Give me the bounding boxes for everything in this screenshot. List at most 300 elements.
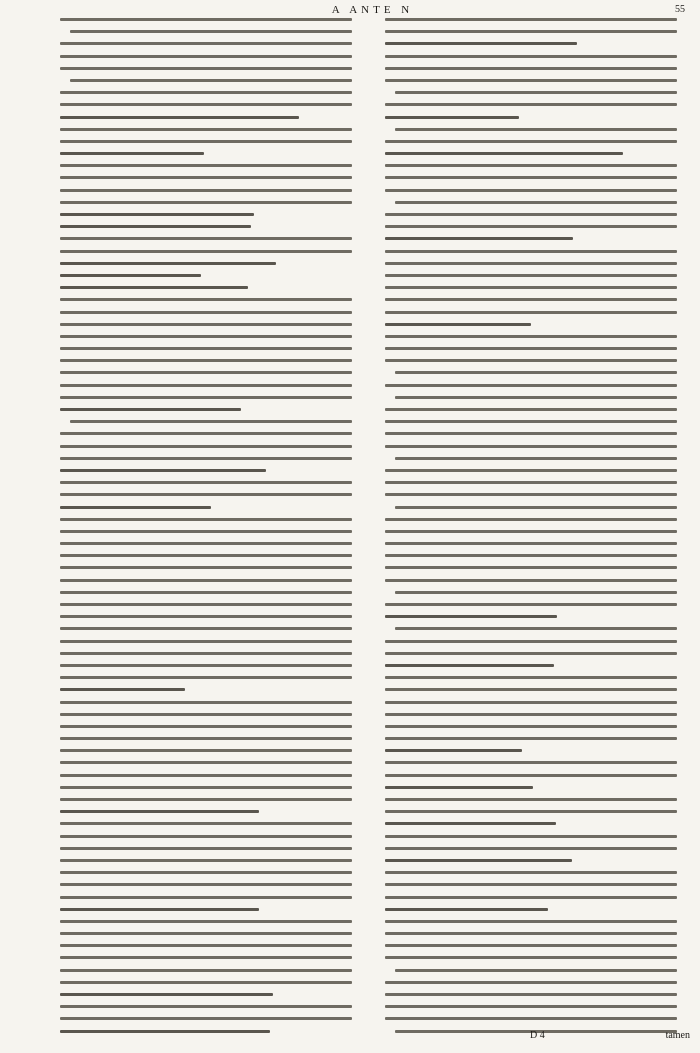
- text-line: [60, 258, 360, 270]
- text-line: [385, 453, 685, 465]
- text-placeholder-bar: [385, 1005, 677, 1008]
- text-placeholder-bar: [60, 652, 352, 655]
- text-placeholder-bar: [60, 530, 352, 533]
- text-placeholder-bar: [60, 761, 352, 764]
- text-line: [385, 916, 685, 928]
- text-placeholder-bar: [60, 18, 352, 21]
- text-line: [385, 319, 685, 331]
- text-line: [60, 75, 360, 87]
- text-placeholder-bar: [385, 116, 519, 119]
- right-text-column: [385, 14, 685, 1038]
- text-line: [60, 270, 360, 282]
- text-line: [60, 721, 360, 733]
- text-line: [60, 745, 360, 757]
- text-line: [385, 843, 685, 855]
- text-placeholder-bar: [60, 116, 299, 119]
- text-line: [385, 757, 685, 769]
- text-placeholder-bar: [60, 749, 352, 752]
- text-placeholder-bar: [60, 713, 352, 716]
- text-line: [385, 538, 685, 550]
- text-line: [385, 1013, 685, 1025]
- text-line: [60, 282, 360, 294]
- text-placeholder-bar: [385, 445, 677, 448]
- text-placeholder-bar: [60, 822, 352, 825]
- text-placeholder-bar: [385, 274, 677, 277]
- text-placeholder-bar: [395, 128, 677, 131]
- text-line: [385, 599, 685, 611]
- text-placeholder-bar: [395, 201, 677, 204]
- text-line: [385, 672, 685, 684]
- text-line: [385, 428, 685, 440]
- text-line: [60, 806, 360, 818]
- text-placeholder-bar: [60, 554, 352, 557]
- text-line: [60, 855, 360, 867]
- text-line: [60, 465, 360, 477]
- text-line: [385, 831, 685, 843]
- text-line: [385, 660, 685, 672]
- text-line: [60, 587, 360, 599]
- text-line: [60, 965, 360, 977]
- text-placeholder-bar: [395, 969, 677, 972]
- text-line: [60, 502, 360, 514]
- text-line: [385, 270, 685, 282]
- text-placeholder-bar: [60, 725, 352, 728]
- text-line: [385, 185, 685, 197]
- text-line: [385, 246, 685, 258]
- text-placeholder-bar: [60, 737, 352, 740]
- left-text-column: [60, 14, 360, 1038]
- text-placeholder-bar: [385, 944, 677, 947]
- text-line: [60, 51, 360, 63]
- text-line: [385, 258, 685, 270]
- text-placeholder-bar: [60, 835, 352, 838]
- text-placeholder-bar: [385, 956, 677, 959]
- signature-mark: D 4: [530, 1030, 545, 1041]
- text-placeholder-bar: [60, 688, 185, 691]
- text-line: [60, 1001, 360, 1013]
- text-placeholder-bar: [385, 883, 677, 886]
- text-line: [60, 112, 360, 124]
- text-line: [60, 26, 360, 38]
- text-placeholder-bar: [395, 371, 677, 374]
- text-line: [385, 38, 685, 50]
- text-placeholder-bar: [385, 566, 677, 569]
- text-placeholder-bar: [60, 566, 352, 569]
- text-placeholder-bar: [385, 896, 677, 899]
- text-placeholder-bar: [60, 55, 352, 58]
- text-placeholder-bar: [60, 993, 273, 996]
- text-placeholder-bar: [385, 993, 677, 996]
- text-placeholder-bar: [60, 298, 352, 301]
- text-line: [385, 940, 685, 952]
- text-line: [60, 977, 360, 989]
- running-head: A ANTE N: [331, 4, 414, 16]
- text-placeholder-bar: [60, 847, 352, 850]
- text-line: [385, 136, 685, 148]
- text-placeholder-bar: [60, 603, 352, 606]
- text-placeholder-bar: [60, 469, 266, 472]
- text-line: [385, 392, 685, 404]
- text-line: [385, 1001, 685, 1013]
- text-placeholder-bar: [385, 335, 677, 338]
- text-line: [60, 733, 360, 745]
- text-line: [385, 160, 685, 172]
- text-placeholder-bar: [385, 103, 677, 106]
- text-line: [60, 794, 360, 806]
- text-line: [60, 246, 360, 258]
- text-line: [60, 160, 360, 172]
- text-placeholder-bar: [60, 213, 254, 216]
- text-placeholder-bar: [60, 445, 352, 448]
- text-placeholder-bar: [385, 749, 522, 752]
- text-placeholder-bar: [385, 67, 677, 70]
- text-placeholder-bar: [385, 55, 677, 58]
- text-line: [385, 380, 685, 392]
- text-line: [385, 709, 685, 721]
- text-line: [385, 63, 685, 75]
- text-line: [60, 770, 360, 782]
- text-placeholder-bar: [385, 176, 677, 179]
- text-line: [60, 928, 360, 940]
- text-line: [60, 343, 360, 355]
- text-line: [60, 441, 360, 453]
- text-placeholder-bar: [385, 530, 677, 533]
- text-placeholder-bar: [60, 67, 352, 70]
- text-placeholder-bar: [385, 652, 677, 655]
- text-line: [60, 623, 360, 635]
- text-line: [385, 794, 685, 806]
- text-placeholder-bar: [60, 481, 352, 484]
- text-placeholder-bar: [385, 250, 677, 253]
- text-placeholder-bar: [60, 676, 352, 679]
- text-line: [60, 136, 360, 148]
- text-placeholder-bar: [60, 493, 352, 496]
- text-placeholder-bar: [60, 956, 352, 959]
- text-placeholder-bar: [385, 420, 677, 423]
- text-placeholder-bar: [385, 323, 531, 326]
- text-line: [385, 867, 685, 879]
- text-line: [385, 697, 685, 709]
- text-placeholder-bar: [385, 579, 677, 582]
- text-placeholder-bar: [395, 91, 677, 94]
- text-placeholder-bar: [60, 908, 259, 911]
- text-line: [60, 38, 360, 50]
- text-line: [385, 855, 685, 867]
- text-placeholder-bar: [385, 30, 677, 33]
- text-line: [60, 148, 360, 160]
- text-line: [60, 477, 360, 489]
- text-placeholder-bar: [70, 420, 352, 423]
- text-placeholder-bar: [60, 798, 352, 801]
- text-line: [385, 818, 685, 830]
- text-line: [385, 465, 685, 477]
- text-line: [60, 514, 360, 526]
- text-placeholder-bar: [385, 871, 677, 874]
- text-placeholder-bar: [385, 810, 677, 813]
- text-line: [385, 87, 685, 99]
- text-placeholder-bar: [60, 506, 211, 509]
- text-line: [60, 209, 360, 221]
- text-placeholder-bar: [395, 506, 677, 509]
- text-placeholder-bar: [385, 920, 677, 923]
- text-line: [60, 124, 360, 136]
- text-line: [385, 623, 685, 635]
- text-placeholder-bar: [385, 822, 556, 825]
- text-placeholder-bar: [385, 518, 677, 521]
- text-line: [385, 965, 685, 977]
- text-line: [385, 233, 685, 245]
- text-placeholder-bar: [60, 359, 352, 362]
- text-line: [60, 697, 360, 709]
- text-placeholder-bar: [60, 883, 352, 886]
- text-placeholder-bar: [60, 176, 352, 179]
- text-line: [60, 1013, 360, 1025]
- text-line: [385, 526, 685, 538]
- text-placeholder-bar: [385, 725, 677, 728]
- text-line: [60, 684, 360, 696]
- text-placeholder-bar: [385, 676, 677, 679]
- text-line: [60, 355, 360, 367]
- text-line: [385, 477, 685, 489]
- text-placeholder-bar: [60, 189, 352, 192]
- text-placeholder-bar: [385, 932, 677, 935]
- text-line: [385, 904, 685, 916]
- text-line: [60, 538, 360, 550]
- text-placeholder-bar: [60, 250, 352, 253]
- text-line: [60, 392, 360, 404]
- text-line: [60, 221, 360, 233]
- text-line: [385, 489, 685, 501]
- text-placeholder-bar: [60, 896, 352, 899]
- text-placeholder-bar: [385, 859, 572, 862]
- text-placeholder-bar: [385, 908, 548, 911]
- text-placeholder-bar: [60, 859, 352, 862]
- text-line: [60, 294, 360, 306]
- text-line: [60, 818, 360, 830]
- text-placeholder-bar: [395, 591, 677, 594]
- text-line: [385, 112, 685, 124]
- text-placeholder-bar: [70, 30, 352, 33]
- text-line: [60, 879, 360, 891]
- text-line: [60, 99, 360, 111]
- text-placeholder-bar: [385, 140, 677, 143]
- text-placeholder-bar: [385, 542, 677, 545]
- text-placeholder-bar: [385, 298, 677, 301]
- text-line: [385, 355, 685, 367]
- text-line: [385, 294, 685, 306]
- text-placeholder-bar: [60, 1030, 270, 1033]
- text-placeholder-bar: [385, 164, 677, 167]
- text-line: [60, 916, 360, 928]
- text-line: [60, 660, 360, 672]
- text-placeholder-bar: [385, 225, 677, 228]
- text-line: [60, 197, 360, 209]
- text-placeholder-bar: [385, 701, 677, 704]
- text-placeholder-bar: [60, 286, 248, 289]
- text-line: [385, 928, 685, 940]
- text-placeholder-bar: [395, 396, 677, 399]
- text-placeholder-bar: [385, 262, 677, 265]
- text-line: [385, 282, 685, 294]
- text-placeholder-bar: [60, 323, 352, 326]
- text-line: [385, 879, 685, 891]
- text-placeholder-bar: [60, 944, 352, 947]
- text-line: [385, 977, 685, 989]
- text-placeholder-bar: [60, 871, 352, 874]
- text-placeholder-bar: [60, 664, 352, 667]
- text-line: [60, 489, 360, 501]
- text-line: [385, 416, 685, 428]
- text-line: [385, 636, 685, 648]
- text-line: [60, 843, 360, 855]
- text-line: [60, 611, 360, 623]
- text-placeholder-bar: [60, 91, 352, 94]
- text-placeholder-bar: [60, 347, 352, 350]
- text-line: [60, 636, 360, 648]
- text-line: [385, 770, 685, 782]
- text-line: [60, 575, 360, 587]
- text-line: [60, 416, 360, 428]
- text-line: [385, 26, 685, 38]
- text-placeholder-bar: [385, 79, 677, 82]
- text-line: [385, 745, 685, 757]
- text-placeholder-bar: [60, 432, 352, 435]
- text-placeholder-bar: [385, 384, 677, 387]
- text-placeholder-bar: [60, 774, 352, 777]
- text-line: [60, 892, 360, 904]
- text-line: [385, 51, 685, 63]
- text-placeholder-bar: [385, 1017, 677, 1020]
- text-line: [60, 831, 360, 843]
- text-placeholder-bar: [60, 384, 352, 387]
- text-placeholder-bar: [60, 274, 201, 277]
- text-placeholder-bar: [60, 457, 352, 460]
- text-line: [385, 343, 685, 355]
- text-line: [60, 672, 360, 684]
- text-placeholder-bar: [395, 627, 677, 630]
- text-line: [60, 867, 360, 879]
- text-placeholder-bar: [385, 664, 554, 667]
- text-line: [385, 782, 685, 794]
- text-line: [60, 233, 360, 245]
- text-line: [60, 1026, 360, 1038]
- text-line: [60, 904, 360, 916]
- text-line: [60, 14, 360, 26]
- text-placeholder-bar: [385, 237, 573, 240]
- text-line: [60, 380, 360, 392]
- text-placeholder-bar: [385, 493, 677, 496]
- text-line: [60, 757, 360, 769]
- text-placeholder-bar: [385, 311, 677, 314]
- text-placeholder-bar: [385, 469, 677, 472]
- text-placeholder-bar: [60, 140, 352, 143]
- text-placeholder-bar: [60, 201, 352, 204]
- text-line: [385, 197, 685, 209]
- text-line: [60, 87, 360, 99]
- text-line: [60, 428, 360, 440]
- text-line: [385, 331, 685, 343]
- text-line: [385, 575, 685, 587]
- text-placeholder-bar: [60, 311, 352, 314]
- text-placeholder-bar: [385, 688, 677, 691]
- text-line: [60, 367, 360, 379]
- text-line: [385, 14, 685, 26]
- text-line: [60, 782, 360, 794]
- text-placeholder-bar: [60, 518, 352, 521]
- text-line: [385, 733, 685, 745]
- text-line: [385, 367, 685, 379]
- text-line: [385, 502, 685, 514]
- text-placeholder-bar: [385, 615, 557, 618]
- text-placeholder-bar: [385, 347, 677, 350]
- text-placeholder-bar: [60, 103, 352, 106]
- text-placeholder-bar: [385, 213, 677, 216]
- text-line: [60, 599, 360, 611]
- text-line: [385, 989, 685, 1001]
- text-placeholder-bar: [385, 847, 677, 850]
- text-line: [385, 806, 685, 818]
- text-placeholder-bar: [385, 408, 677, 411]
- text-line: [385, 952, 685, 964]
- catchword: tamen: [665, 1030, 690, 1041]
- text-placeholder-bar: [60, 262, 276, 265]
- text-placeholder-bar: [60, 810, 259, 813]
- text-placeholder-bar: [385, 481, 677, 484]
- text-placeholder-bar: [60, 371, 352, 374]
- text-line: [385, 441, 685, 453]
- text-placeholder-bar: [385, 152, 623, 155]
- page-footer: [530, 1030, 690, 1044]
- text-placeholder-bar: [385, 737, 677, 740]
- text-line: [60, 550, 360, 562]
- text-placeholder-bar: [60, 42, 352, 45]
- text-placeholder-bar: [60, 920, 352, 923]
- text-line: [60, 989, 360, 1001]
- text-placeholder-bar: [60, 615, 352, 618]
- text-placeholder-bar: [60, 1017, 352, 1020]
- text-placeholder-bar: [395, 457, 677, 460]
- text-placeholder-bar: [60, 408, 241, 411]
- text-placeholder-bar: [60, 640, 352, 643]
- text-line: [385, 550, 685, 562]
- text-placeholder-bar: [60, 152, 204, 155]
- text-line: [385, 684, 685, 696]
- text-placeholder-bar: [60, 542, 352, 545]
- text-line: [60, 526, 360, 538]
- text-line: [60, 952, 360, 964]
- text-placeholder-bar: [60, 579, 352, 582]
- text-line: [385, 221, 685, 233]
- text-placeholder-bar: [60, 701, 352, 704]
- text-placeholder-bar: [60, 164, 352, 167]
- text-line: [385, 209, 685, 221]
- text-placeholder-bar: [385, 603, 677, 606]
- text-placeholder-bar: [60, 128, 352, 131]
- text-placeholder-bar: [60, 225, 251, 228]
- text-line: [385, 587, 685, 599]
- text-placeholder-bar: [60, 1005, 352, 1008]
- text-placeholder-bar: [385, 42, 577, 45]
- text-line: [60, 648, 360, 660]
- text-line: [60, 172, 360, 184]
- text-placeholder-bar: [385, 835, 677, 838]
- text-placeholder-bar: [385, 761, 677, 764]
- text-line: [60, 331, 360, 343]
- text-placeholder-bar: [60, 786, 352, 789]
- text-placeholder-bar: [60, 969, 352, 972]
- text-line: [60, 307, 360, 319]
- text-placeholder-bar: [385, 640, 677, 643]
